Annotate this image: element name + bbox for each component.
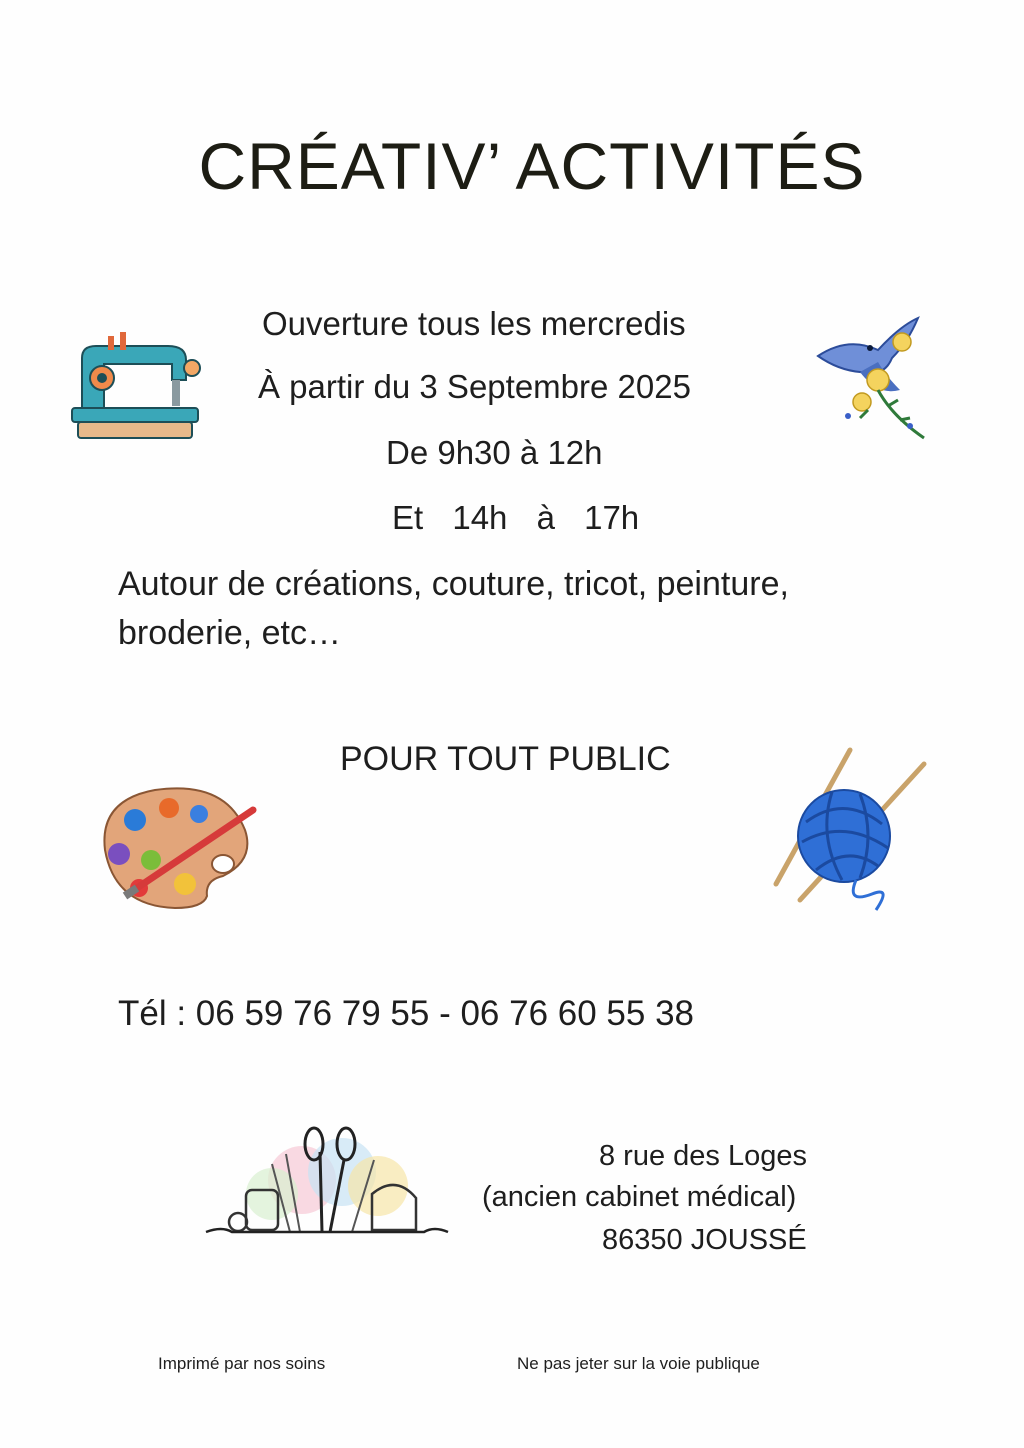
phone-numbers: Tél : 06 59 76 79 55 - 06 76 60 55 38 [118, 994, 694, 1033]
schedule-line-start-date: À partir du 3 Septembre 2025 [258, 368, 691, 405]
schedule-line-afternoon-hours: Et 14h à 17h [392, 499, 640, 536]
address-street: 8 rue des Loges [599, 1140, 807, 1172]
schedule-line-days: Ouverture tous les mercredis [262, 305, 686, 342]
footer-litter-note: Ne pas jeter sur la voie publique [517, 1354, 760, 1373]
schedule-line-morning-hours: De 9h30 à 12h [386, 434, 603, 471]
address-city: 86350 JOUSSÉ [602, 1224, 807, 1256]
sewing-tools-icon [202, 1124, 452, 1242]
yarn-ball-icon [772, 744, 932, 914]
bird-flowers-icon [808, 306, 936, 446]
flyer-title: CRÉATIV’ ACTIVITÉS [198, 129, 866, 203]
footer-printed-note: Imprimé par nos soins [158, 1354, 326, 1373]
audience-label: POUR TOUT PUBLIC [340, 740, 671, 778]
paint-palette-icon [95, 780, 260, 912]
activities-description: Autour de créations, couture, tricot, peinture, broderie, etc… [118, 565, 789, 652]
address-note: (ancien cabinet médical) [482, 1181, 797, 1213]
sewing-machine-icon [68, 328, 202, 442]
